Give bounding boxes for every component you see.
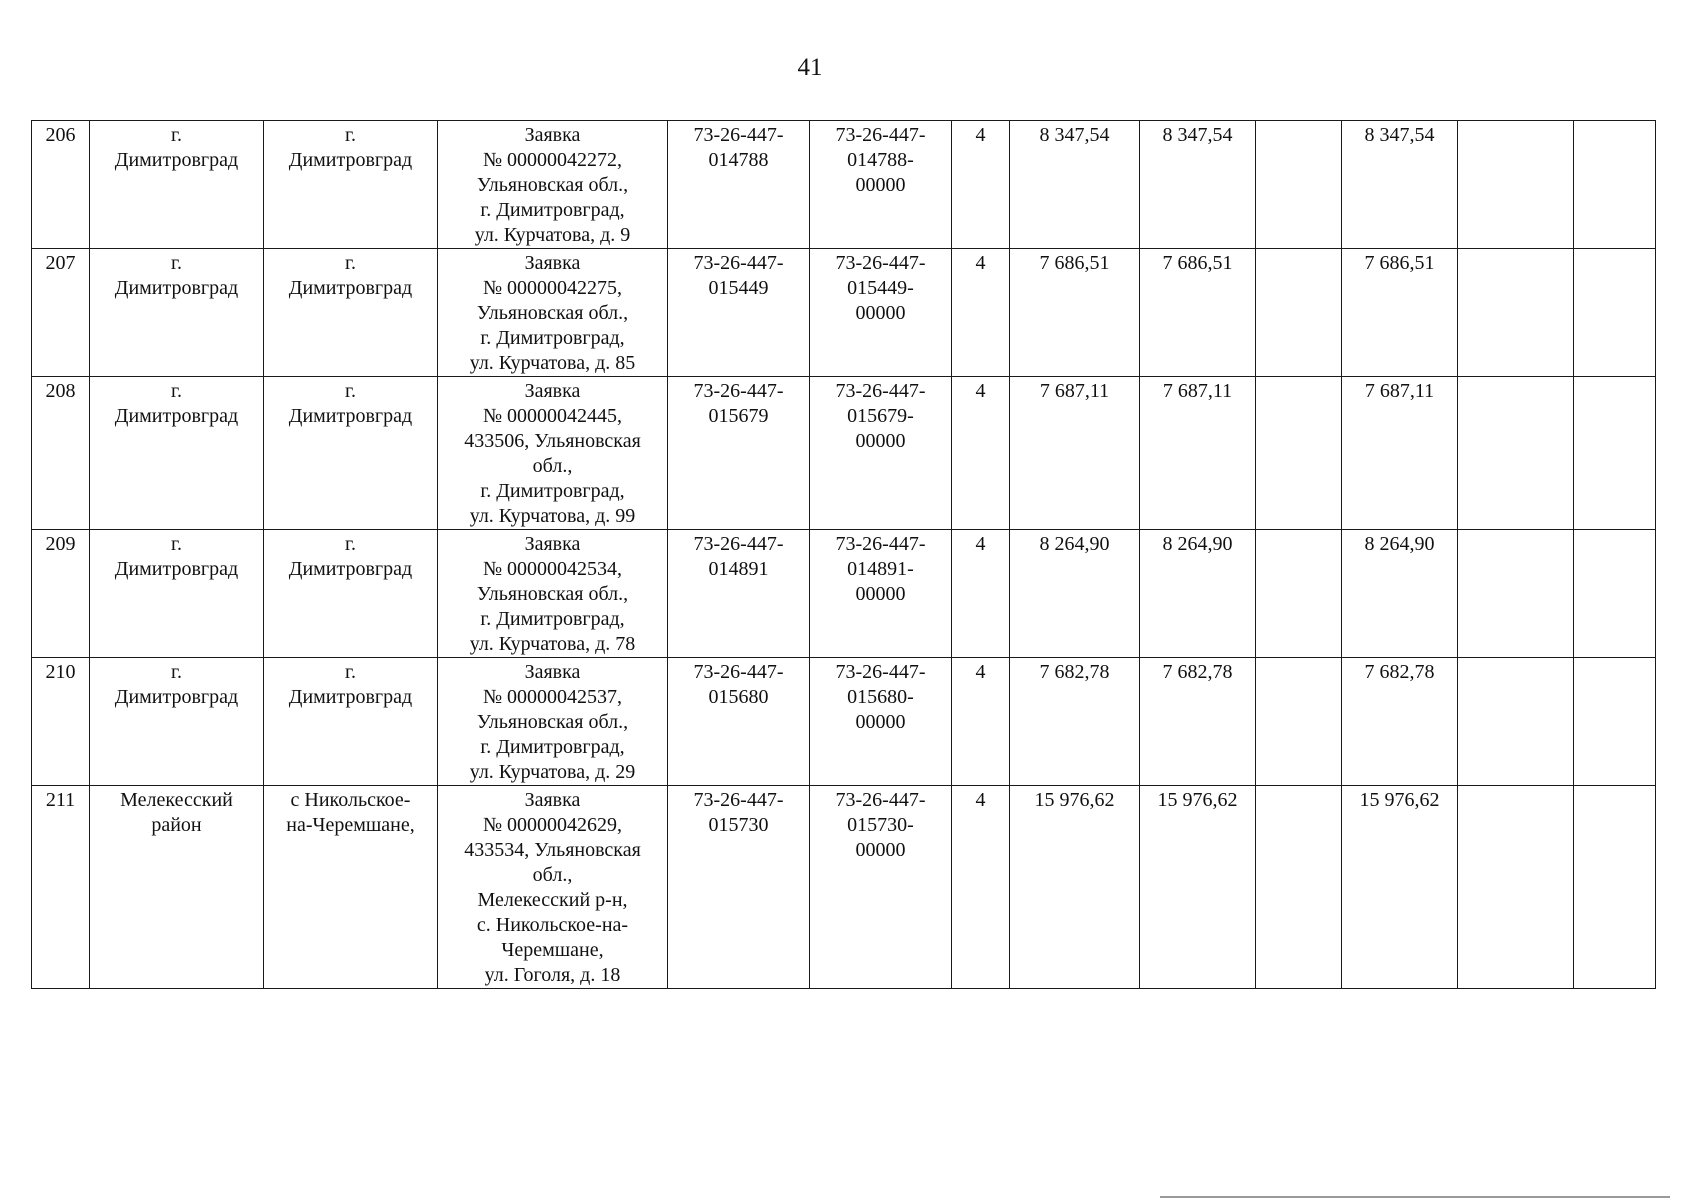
table-row <box>32 658 1656 786</box>
locality-cell: г. Димитровград <box>264 121 438 249</box>
full-code-cell: 73-26-447- 015679- 00000 <box>810 377 952 530</box>
empty-cell <box>1574 786 1656 989</box>
quantity-cell: 4 <box>952 786 1010 989</box>
district-cell: г. Димитровград <box>90 658 264 786</box>
amount-cell: 15 976,62 <box>1342 786 1458 989</box>
code-cell: 73-26-447- 015730 <box>668 786 810 989</box>
empty-cell <box>1458 786 1574 989</box>
amount-cell: 7 686,51 <box>1342 249 1458 377</box>
code-cell: 73-26-447- 015449 <box>668 249 810 377</box>
amount-cell: 8 264,90 <box>1010 530 1140 658</box>
amount-cell: 7 687,11 <box>1342 377 1458 530</box>
application-cell: Заявка № 00000042537, Ульяновская обл., г. Димитровград, ул. Курчатова, д. 29 <box>438 658 668 786</box>
amount-cell: 8 347,54 <box>1010 121 1140 249</box>
full-code-cell: 73-26-447- 014891- 00000 <box>810 530 952 658</box>
locality-cell: г. Димитровград <box>264 658 438 786</box>
empty-cell <box>1458 377 1574 530</box>
amount-cell: 8 264,90 <box>1342 530 1458 658</box>
district-cell: г. Димитровград <box>90 121 264 249</box>
application-cell: Заявка № 00000042534, Ульяновская обл., г. Димитровград, ул. Курчатова, д. 78 <box>438 530 668 658</box>
empty-cell <box>1574 121 1656 249</box>
registry-table <box>31 120 1656 989</box>
row-number-cell: 206 <box>32 121 90 249</box>
amount-cell: 7 682,78 <box>1140 658 1256 786</box>
amount-cell: 8 264,90 <box>1140 530 1256 658</box>
district-cell: г. Димитровград <box>90 377 264 530</box>
amount-cell: 7 686,51 <box>1010 249 1140 377</box>
application-cell: Заявка № 00000042629, 433534, Ульяновская обл., Мелекесский р-н, с. Никольское-на- Черемшане, ул. Гоголя, д. 18 <box>438 786 668 989</box>
empty-cell <box>1256 786 1342 989</box>
empty-cell <box>1256 249 1342 377</box>
row-number-cell: 207 <box>32 249 90 377</box>
locality-cell: с Никольское- на-Черемшане, <box>264 786 438 989</box>
scan-artifact-line <box>1160 1196 1670 1198</box>
empty-cell <box>1458 658 1574 786</box>
amount-cell: 7 682,78 <box>1342 658 1458 786</box>
empty-cell <box>1574 377 1656 530</box>
code-cell: 73-26-447- 015679 <box>668 377 810 530</box>
amount-cell: 7 686,51 <box>1140 249 1256 377</box>
quantity-cell: 4 <box>952 249 1010 377</box>
row-number-cell: 208 <box>32 377 90 530</box>
code-cell: 73-26-447- 015680 <box>668 658 810 786</box>
application-cell: Заявка № 00000042275, Ульяновская обл., г. Димитровград, ул. Курчатова, д. 85 <box>438 249 668 377</box>
amount-cell: 7 687,11 <box>1140 377 1256 530</box>
table-row <box>32 121 1656 249</box>
application-cell: Заявка № 00000042445, 433506, Ульяновская обл., г. Димитровград, ул. Курчатова, д. 99 <box>438 377 668 530</box>
amount-cell: 8 347,54 <box>1140 121 1256 249</box>
full-code-cell: 73-26-447- 015449- 00000 <box>810 249 952 377</box>
code-cell: 73-26-447- 014891 <box>668 530 810 658</box>
empty-cell <box>1256 658 1342 786</box>
district-cell: г. Димитровград <box>90 530 264 658</box>
amount-cell: 7 687,11 <box>1010 377 1140 530</box>
locality-cell: г. Димитровград <box>264 530 438 658</box>
quantity-cell: 4 <box>952 530 1010 658</box>
table-row <box>32 530 1656 658</box>
amount-cell: 15 976,62 <box>1140 786 1256 989</box>
full-code-cell: 73-26-447- 015680- 00000 <box>810 658 952 786</box>
table-row <box>32 786 1656 989</box>
quantity-cell: 4 <box>952 377 1010 530</box>
amount-cell: 15 976,62 <box>1010 786 1140 989</box>
district-cell: г. Димитровград <box>90 249 264 377</box>
quantity-cell: 4 <box>952 658 1010 786</box>
application-cell: Заявка № 00000042272, Ульяновская обл., г. Димитровград, ул. Курчатова, д. 9 <box>438 121 668 249</box>
row-number-cell: 209 <box>32 530 90 658</box>
empty-cell <box>1574 249 1656 377</box>
empty-cell <box>1458 121 1574 249</box>
full-code-cell: 73-26-447- 014788- 00000 <box>810 121 952 249</box>
empty-cell <box>1458 249 1574 377</box>
empty-cell <box>1256 121 1342 249</box>
full-code-cell: 73-26-447- 015730- 00000 <box>810 786 952 989</box>
amount-cell: 8 347,54 <box>1342 121 1458 249</box>
row-number-cell: 211 <box>32 786 90 989</box>
empty-cell <box>1574 530 1656 658</box>
code-cell: 73-26-447- 014788 <box>668 121 810 249</box>
locality-cell: г. Димитровград <box>264 249 438 377</box>
page-number: 41 <box>797 54 823 81</box>
table-row <box>32 249 1656 377</box>
locality-cell: г. Димитровград <box>264 377 438 530</box>
table-body <box>32 121 1656 989</box>
quantity-cell: 4 <box>952 121 1010 249</box>
empty-cell <box>1256 530 1342 658</box>
table-row <box>32 377 1656 530</box>
district-cell: Мелекесский район <box>90 786 264 989</box>
empty-cell <box>1574 658 1656 786</box>
row-number-cell: 210 <box>32 658 90 786</box>
amount-cell: 7 682,78 <box>1010 658 1140 786</box>
empty-cell <box>1458 530 1574 658</box>
empty-cell <box>1256 377 1342 530</box>
